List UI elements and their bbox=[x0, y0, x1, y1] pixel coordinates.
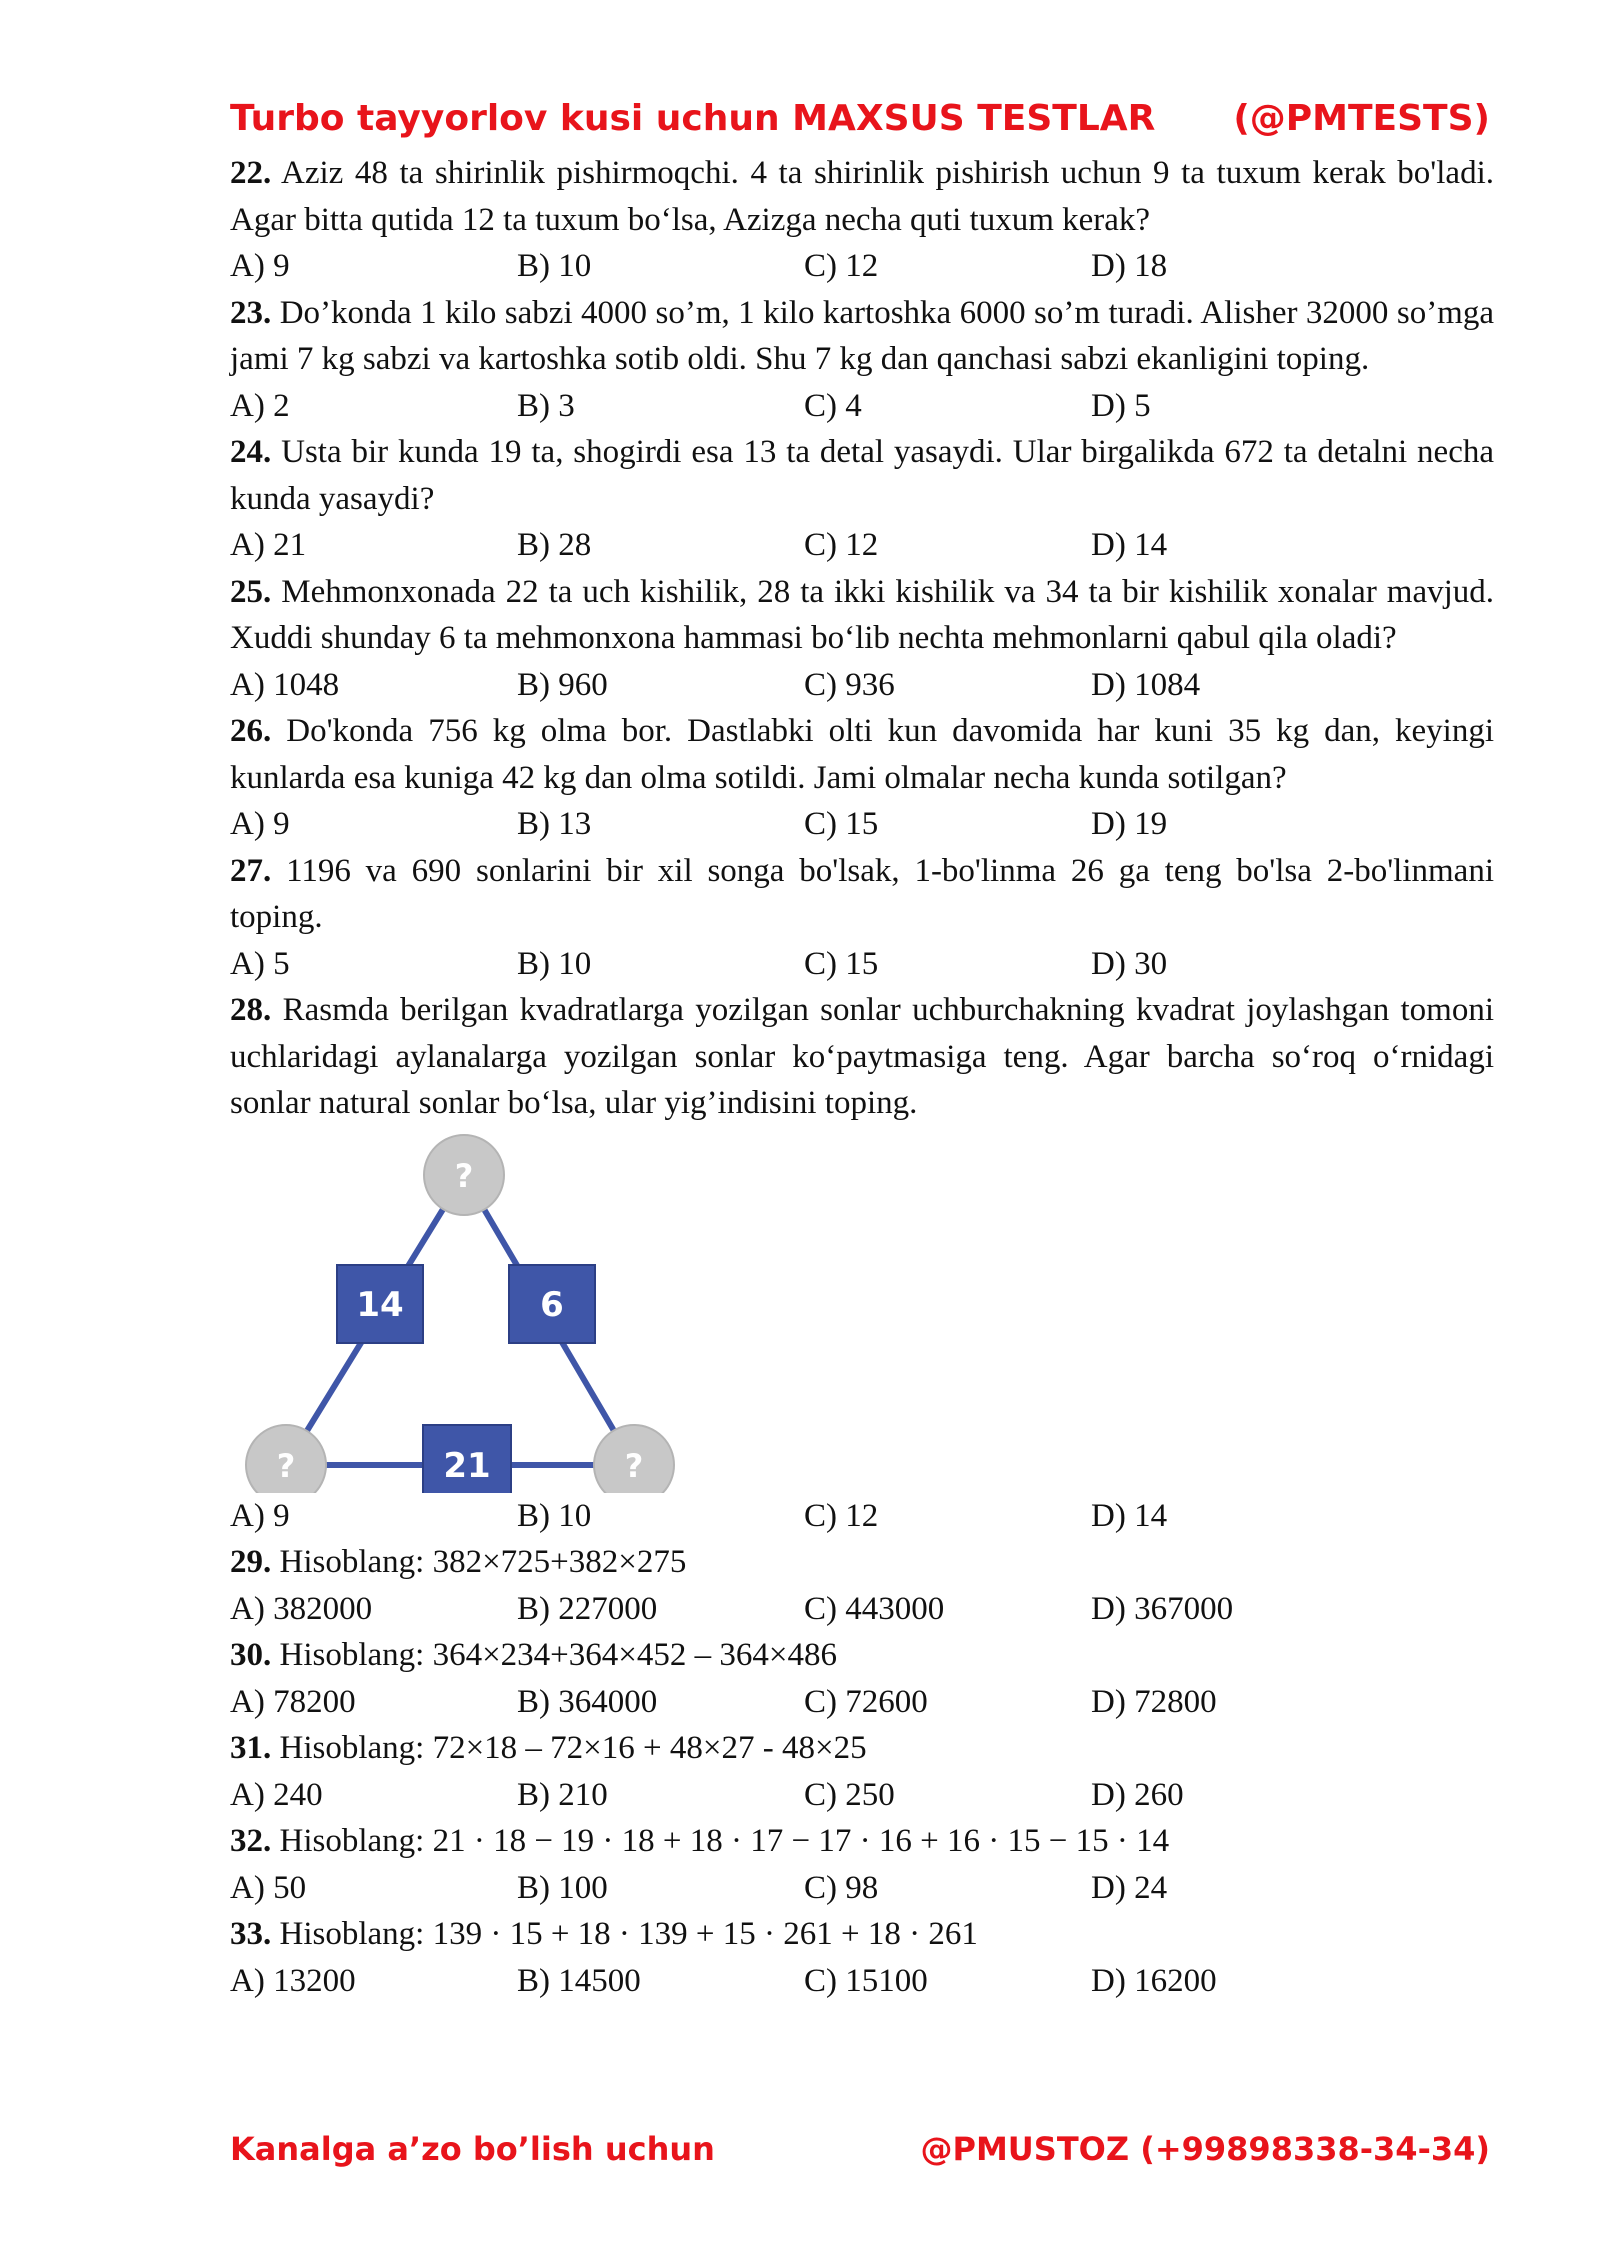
question-23 bbox=[230, 290, 1494, 430]
option-c: C) 12 bbox=[804, 527, 879, 563]
question-29 bbox=[230, 1539, 1494, 1632]
option-b: B) 210 bbox=[517, 1776, 608, 1813]
option-b: B) 960 bbox=[517, 666, 608, 703]
triangle-figure bbox=[230, 1127, 1494, 1493]
option-a: A) 1048 bbox=[230, 666, 340, 703]
answer-options bbox=[230, 522, 1494, 569]
square-left bbox=[337, 1265, 423, 1343]
question-number: 31. bbox=[230, 1730, 272, 1766]
option-a: A) 382000 bbox=[230, 1590, 373, 1627]
question-24 bbox=[230, 429, 1494, 569]
option-d: D) 16200 bbox=[1091, 1962, 1217, 1999]
option-d: D) 72800 bbox=[1091, 1683, 1217, 1720]
option-d: D) 19 bbox=[1091, 806, 1168, 842]
header-channel: (@PMTESTS) bbox=[1233, 98, 1490, 139]
question-26 bbox=[230, 708, 1494, 848]
option-c: C) 15100 bbox=[804, 1962, 928, 1999]
question-text: Rasmda berilgan kvadratlarga yozilgan sonlar uchburchakning kvadrat joylashgan tomoni uchlaridagi aylanalarga yozilgan sonlar ko‘paytmasiga teng. Agar barcha so‘roq o‘rnidagi sonlar natural sonlar bo‘lsa, ular yig’indisini toping. bbox=[230, 992, 1495, 1121]
question-text: Usta bir kunda 19 ta, shogirdi esa 13 ta detal yasaydi. Ular birgalikda 672 ta detalni necha kunda yasaydi? bbox=[230, 434, 1494, 517]
circle-left-label: ? bbox=[276, 1446, 296, 1485]
question-number: 28. bbox=[230, 992, 272, 1028]
option-b: B) 100 bbox=[517, 1869, 608, 1906]
answer-options bbox=[230, 801, 1494, 848]
option-b: B) 10 bbox=[517, 248, 592, 284]
square-left-label: 14 bbox=[356, 1284, 404, 1325]
option-d: D) 1084 bbox=[1091, 666, 1201, 703]
question-number: 25. bbox=[230, 573, 272, 610]
option-d: D) 14 bbox=[1091, 1497, 1168, 1534]
circle-left bbox=[246, 1425, 326, 1493]
answer-options bbox=[230, 1679, 1494, 1726]
option-c: C) 4 bbox=[804, 387, 862, 424]
option-d: D) 24 bbox=[1091, 1869, 1168, 1906]
answer-options bbox=[230, 1586, 1494, 1633]
question-28 bbox=[230, 987, 1494, 1539]
question-30 bbox=[230, 1632, 1494, 1725]
question-22 bbox=[230, 150, 1494, 290]
option-b: B) 14500 bbox=[517, 1962, 641, 1999]
footer-contact: @PMUSTOZ (+99898338-34-34) bbox=[920, 2130, 1490, 2168]
option-b: B) 10 bbox=[517, 1497, 592, 1534]
option-d: D) 30 bbox=[1091, 945, 1168, 982]
circle-right-label: ? bbox=[624, 1446, 644, 1485]
option-d: D) 367000 bbox=[1091, 1590, 1234, 1627]
option-a: A) 9 bbox=[230, 248, 290, 284]
option-c: C) 12 bbox=[804, 248, 879, 284]
answer-options bbox=[230, 1958, 1494, 2005]
page-header bbox=[230, 98, 1490, 139]
footer-join-text: Kanalga a’zo bo’lish uchun bbox=[230, 2130, 715, 2168]
option-b: B) 3 bbox=[517, 387, 575, 424]
option-d: D) 5 bbox=[1091, 387, 1151, 424]
question-text: 1196 va 690 sonlarini bir xil songa bo'lsak, 1-bo'linma 26 ga teng bo'lsa 2-bo'linmani toping. bbox=[230, 852, 1494, 935]
circle-right bbox=[594, 1425, 674, 1493]
option-c: C) 98 bbox=[804, 1869, 879, 1906]
question-number: 22. bbox=[230, 155, 272, 191]
option-a: A) 9 bbox=[230, 806, 290, 842]
option-b: B) 227000 bbox=[517, 1590, 658, 1627]
square-right bbox=[509, 1265, 595, 1343]
question-33 bbox=[230, 1911, 1494, 2004]
question-text: Aziz 48 ta shirinlik pishirmoqchi. 4 ta shirinlik pishirish uchun 9 ta tuxum kerak bo'ladi. Agar bitta qutida 12 ta tuxum bo‘lsa, Azizga necha quti tuxum kerak? bbox=[230, 155, 1494, 238]
question-text: Hisoblang: 139 · 15 + 18 · 139 + 15 · 261 + 18 · 261 bbox=[279, 1916, 978, 1952]
question-27 bbox=[230, 848, 1494, 988]
option-c: C) 15 bbox=[804, 945, 879, 982]
page-footer bbox=[230, 2130, 1490, 2168]
question-number: 27. bbox=[230, 852, 272, 889]
question-number: 23. bbox=[230, 294, 272, 331]
question-text: Do'konda 756 kg olma bor. Dastlabki olti kun davomida har kuni 35 kg dan, keyingi kunlarda esa kuniga 42 kg dan olma sotildi. Jami olmalar necha kunda sotilgan? bbox=[230, 713, 1495, 796]
option-a: A) 78200 bbox=[230, 1683, 356, 1720]
option-c: C) 443000 bbox=[804, 1590, 945, 1627]
answer-options bbox=[230, 1865, 1494, 1912]
question-text: Mehmonxonada 22 ta uch kishilik, 28 ta ikki kishilik va 34 ta bir kishilik xonalar mavjud. Xuddi shunday 6 ta mehmonxona hammasi bo‘lib nechta mehmonlarni qabul qila oladi? bbox=[230, 573, 1495, 656]
question-32 bbox=[230, 1818, 1494, 1911]
option-b: B) 10 bbox=[517, 945, 592, 982]
option-c: C) 936 bbox=[804, 666, 895, 703]
answer-options bbox=[230, 243, 1494, 290]
question-text: Hisoblang: 364×234+364×452 – 364×486 bbox=[279, 1637, 838, 1673]
option-d: D) 260 bbox=[1091, 1776, 1184, 1813]
option-d: D) 14 bbox=[1091, 527, 1168, 563]
circle-top-label: ? bbox=[454, 1156, 474, 1195]
question-number: 33. bbox=[230, 1916, 272, 1952]
option-a: A) 240 bbox=[230, 1776, 323, 1813]
answer-options bbox=[230, 383, 1494, 430]
answer-options bbox=[230, 662, 1494, 709]
question-number: 29. bbox=[230, 1544, 272, 1580]
option-a: A) 9 bbox=[230, 1497, 290, 1534]
question-number: 24. bbox=[230, 434, 272, 470]
question-31 bbox=[230, 1725, 1494, 1818]
square-bottom-label: 21 bbox=[443, 1445, 491, 1486]
square-right-label: 6 bbox=[540, 1284, 564, 1325]
question-number: 26. bbox=[230, 713, 272, 749]
question-number: 32. bbox=[230, 1823, 272, 1859]
option-b: B) 28 bbox=[517, 527, 592, 563]
option-d: D) 18 bbox=[1091, 248, 1168, 284]
option-a: A) 5 bbox=[230, 945, 290, 982]
option-a: A) 21 bbox=[230, 527, 307, 563]
question-text: Hisoblang: 72×18 – 72×16 + 48×27 - 48×25 bbox=[279, 1730, 867, 1766]
question-text: Hisoblang: 21 · 18 − 19 · 18 + 18 · 17 − 17 · 16 + 16 · 15 − 15 · 14 bbox=[279, 1823, 1170, 1859]
option-c: C) 15 bbox=[804, 806, 879, 842]
question-text: Hisoblang: 382×725+382×275 bbox=[279, 1544, 687, 1580]
option-b: B) 364000 bbox=[517, 1683, 658, 1720]
option-c: C) 250 bbox=[804, 1776, 895, 1813]
triangle-diagram bbox=[230, 1127, 710, 1493]
question-number: 30. bbox=[230, 1637, 272, 1673]
circle-top bbox=[424, 1135, 504, 1215]
answer-options bbox=[230, 941, 1494, 988]
option-b: B) 13 bbox=[517, 806, 592, 842]
option-a: A) 50 bbox=[230, 1869, 307, 1906]
question-25 bbox=[230, 569, 1494, 709]
option-a: A) 2 bbox=[230, 387, 290, 424]
option-a: A) 13200 bbox=[230, 1962, 356, 1999]
questions-list bbox=[230, 150, 1494, 2004]
header-title: Turbo tayyorlov kusi uchun MAXSUS TESTLAR bbox=[230, 98, 1156, 139]
option-c: C) 12 bbox=[804, 1497, 879, 1534]
answer-options bbox=[230, 1493, 1494, 1540]
square-bottom bbox=[423, 1425, 511, 1493]
answer-options bbox=[230, 1772, 1494, 1819]
question-text: Do’konda 1 kilo sabzi 4000 so’m, 1 kilo kartoshka 6000 so’m turadi. Alisher 32000 so’mga jami 7 kg sabzi va kartoshka sotib oldi. Shu 7 kg dan qanchasi sabzi ekanligini toping. bbox=[230, 294, 1494, 377]
option-c: C) 72600 bbox=[804, 1683, 928, 1720]
